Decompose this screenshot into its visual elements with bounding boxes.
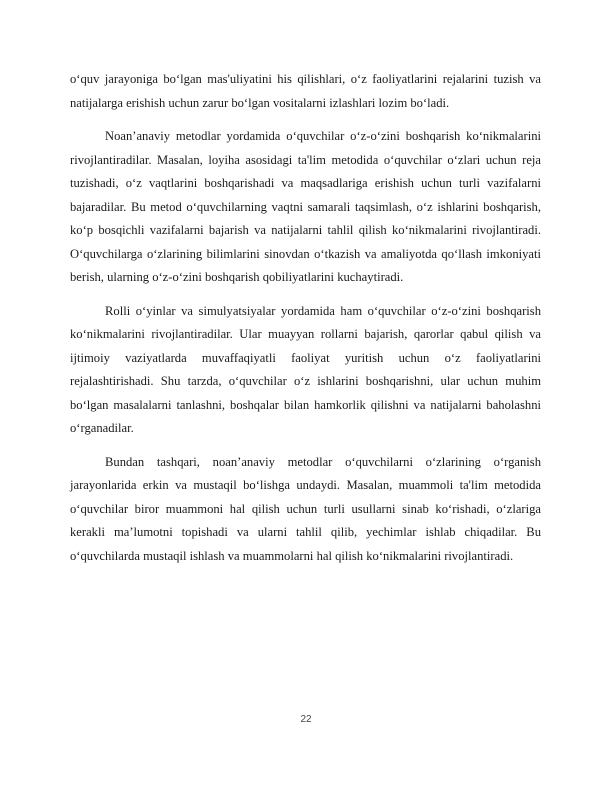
- paragraph-self-management: Noan’anaviy metodlar yordamida o‘quvchilar o‘z-o‘zini boshqarish ko‘nikmalarini rivojlantiradilar. Masalan, loyiha asosidagi ta'lim metodida o‘quvchilar o‘zlari uchun reja tuzishadi, o‘z vaqtlarini boshqarishadi va maqsadlariga erishish uchun turli vazifalarni bajaradilar. Bu metod o‘quvchilarning vaqtni samarali taqsimlash, o‘z ishlarini boshqarish, ko‘p bosqichli vazifalarni bajarish va natijalarni tahlil qilish ko‘nikmalarini rivojlantiradi. O‘quvchilarga o‘zlarining bilimlarini sinovdan o‘tkazish va amaliyotda qo‘llash imkoniyati berish, ularning o‘z-o‘zini boshqarish qobiliyatlarini kuchaytiradi.: [70, 129, 541, 284]
- paragraph-independence: Bundan tashqari, noan’anaviy metodlar o‘quvchilarni o‘zlarining o‘rganish jarayonlarida erkin va mustaqil bo‘lishga undaydi. Masalan, muammoli ta'lim metodida o‘quvchilar biror muammoni hal qilish uchun turli usullarni sinab ko‘rishadi, o‘zlariga kerakli ma’lumotni topishadi va ularni tahlil qilib, yechimlar ishlab chiqadilar. Bu o‘quvchilarda mustaqil ishlash va muammolarni hal qilish ko‘nikmalarini rivojlantiradi.: [70, 454, 541, 563]
- document-body: [70, 68, 541, 578]
- paragraph-continuation: o‘quv jarayoniga bo‘lgan mas'uliyatini his qilishlari, o‘z faoliyatlarini rejalarini tuzish va natijalarga erishish uchun zarur bo‘lgan vositalarni izlashlari lozim bo‘ladi.: [70, 72, 541, 110]
- paragraph-role-play: Rolli o‘yinlar va simulyatsiyalar yordamida ham o‘quvchilar o‘z-o‘zini boshqarish ko‘nikmalarini rivojlantiradilar. Ular muayyan rollarni bajarish, qarorlar qabul qilish va ijtimoiy vaziyatlarda muvaffaqiyatli faoliyat yuritish uchun o‘z faoliyatlarini rejalashtirishadi. Shu tarzda, o‘quvchilar o‘z ishlarini boshqarishni, ular uchun muhim bo‘lgan masalalarni tanlashni, boshqalar bilan hamkorlik qilishni va natijalarni baholashni o‘rganadilar.: [70, 303, 541, 435]
- page-number: 22: [300, 714, 312, 725]
